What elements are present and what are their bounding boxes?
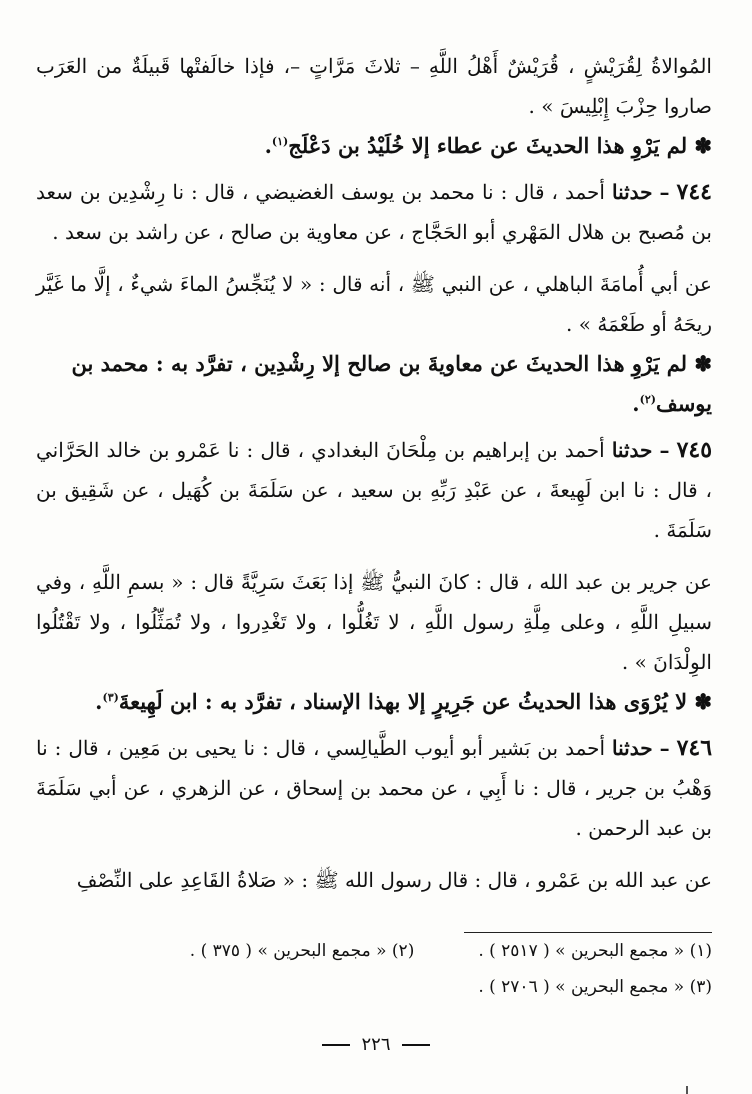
intro-line-1: المُوالاةُ لِقُرَيْشٍ ، قُرَيْشٌ أَهْلُ اللَّهِ – ثلاثَ مَرَّاتٍ –، فإذا خالَفتْها قَبيلَةٌ من العَرَب xyxy=(36,54,712,78)
hadith-744-number: ٧٤٤ xyxy=(676,179,712,205)
hadith-744-dash: – xyxy=(659,180,670,204)
page-body xyxy=(36,46,712,900)
footnote-3: (٣) « مجمع البحرين » ( ٢٧٠٦ ) . xyxy=(478,977,712,997)
note-1-text: ✽ لم يَرْوِ هذا الحديثَ عن عطاء إلا خُلَيْدُ بن دَعْلَج xyxy=(288,133,712,158)
hadith-744-matn: عن أبي أُمامَةَ الباهلي ، عن النبي ﷺ ، أنه قال : « لا يُنَجِّسُ الماءَ شيءٌ ، إلَّا ما غَيَّر ريحَهُ أو طَعْمَهُ » . xyxy=(36,272,712,336)
page-number-dash-right xyxy=(322,1044,350,1046)
note-2-text: ✽ لم يَرْوِ هذا الحديثَ عن معاويةَ بن صالح إلا رِشْدِين ، تفرَّد به : محمد بن يوسف xyxy=(71,351,712,416)
footnote-row-2 xyxy=(36,969,712,1005)
scan-mark xyxy=(686,1086,688,1094)
footnote-row-1 xyxy=(36,933,712,969)
page-number xyxy=(0,1034,752,1055)
footnote-1: (١) « مجمع البحرين » ( ٢٥١٧ ) . xyxy=(478,941,712,961)
hadith-746-matn: عن عبد الله بن عَمْرو ، قال : قال رسول الله ﷺ : « صَلاةُ القَاعِدِ على النِّصْفِ xyxy=(76,868,712,892)
hadith-745-chain xyxy=(36,430,712,550)
page-number-dash-left xyxy=(402,1044,430,1046)
hadith-745-number: ٧٤٥ xyxy=(676,437,713,463)
hadith-744-lead: حدثنا xyxy=(611,180,653,204)
hadith-746-lead: حدثنا xyxy=(612,736,653,760)
hadith-744-chain-text: أحمد ، قال : نا محمد بن يوسف الغضيضي ، قال : نا رِشْدِين بن سعد بن مُصبح بن هلال المَهْري أبو الحَجَّاج ، عن معاوية بن صالح ، عن راشد بن سعد . xyxy=(36,180,712,244)
hadith-746-dash: – xyxy=(659,736,670,760)
footnotes xyxy=(36,932,712,1005)
hadith-744-chain xyxy=(36,172,712,252)
footnote-ref-3[interactable]: (٣) xyxy=(102,691,119,704)
footnote-2: (٢) « مجمع البحرين » ( ٣٧٥ ) . xyxy=(189,941,415,961)
note-1 xyxy=(36,126,712,166)
intro-line-2: صاروا حِزْبَ إِبْلِيسَ » . xyxy=(528,94,712,118)
footnote-ref-2[interactable]: (٢) xyxy=(639,393,656,406)
hadith-745-matn: عن جرير بن عبد الله ، قال : كانَ النبيُّ ﷺ إذا بَعَثَ سَرِيَّةً قال : « بسمِ اللَّهِ ، وفي سبيلِ اللَّهِ ، وعلى مِلَّةِ رسول اللَّهِ ، لا تَغُلُّوا ، ولا تَغْدِروا ، ولا تُمَثِّلُوا ، ولا تَقْتُلُوا الوِلْدَانَ » . xyxy=(36,570,712,674)
hadith-746-chain-text: أحمد بن بَشير أبو أيوب الطَّيالِسي ، قال : نا يحيى بن مَعِين ، قال : نا وَهْبُ بن جرير ، قال : نا أَبِي ، عن محمد بن إسحاق ، عن الزهري ، عن أبي سَلَمَةَ بن عبد الرحمن . xyxy=(36,736,712,840)
note-2 xyxy=(36,344,712,424)
note-2-end: . xyxy=(632,391,640,416)
note-1-end: . xyxy=(264,133,272,158)
page-number-value: ٢٢٦ xyxy=(361,1034,391,1055)
hadith-745-lead: حدثنا xyxy=(611,438,653,462)
intro-paragraph xyxy=(36,46,712,126)
hadith-745-dash: – xyxy=(659,438,670,462)
hadith-745-chain-text: أحمد بن إبراهيم بن مِلْحَانَ البغدادي ، قال : نا عَمْرو بن خالد الحَرَّاني ، قال : نا ابن لَهِيعةَ ، عن عَبْدِ رَبِّهِ بن سعيد ، عن سَلَمَةَ بن كُهَيل ، عن شَقِيق بن سَلَمَةَ . xyxy=(36,438,712,542)
note-3 xyxy=(36,682,712,722)
note-3-end: . xyxy=(95,689,103,714)
note-3-text: ✽ لا يُرْوَى هذا الحديثُ عن جَرِيرٍ إلا بهذا الإسناد ، تفرَّد به : ابن لَهِيعةَ xyxy=(118,689,712,714)
hadith-746-chain xyxy=(36,728,712,848)
footnote-ref-1[interactable]: (١) xyxy=(271,135,289,148)
hadith-746-number: ٧٤٦ xyxy=(676,735,713,761)
